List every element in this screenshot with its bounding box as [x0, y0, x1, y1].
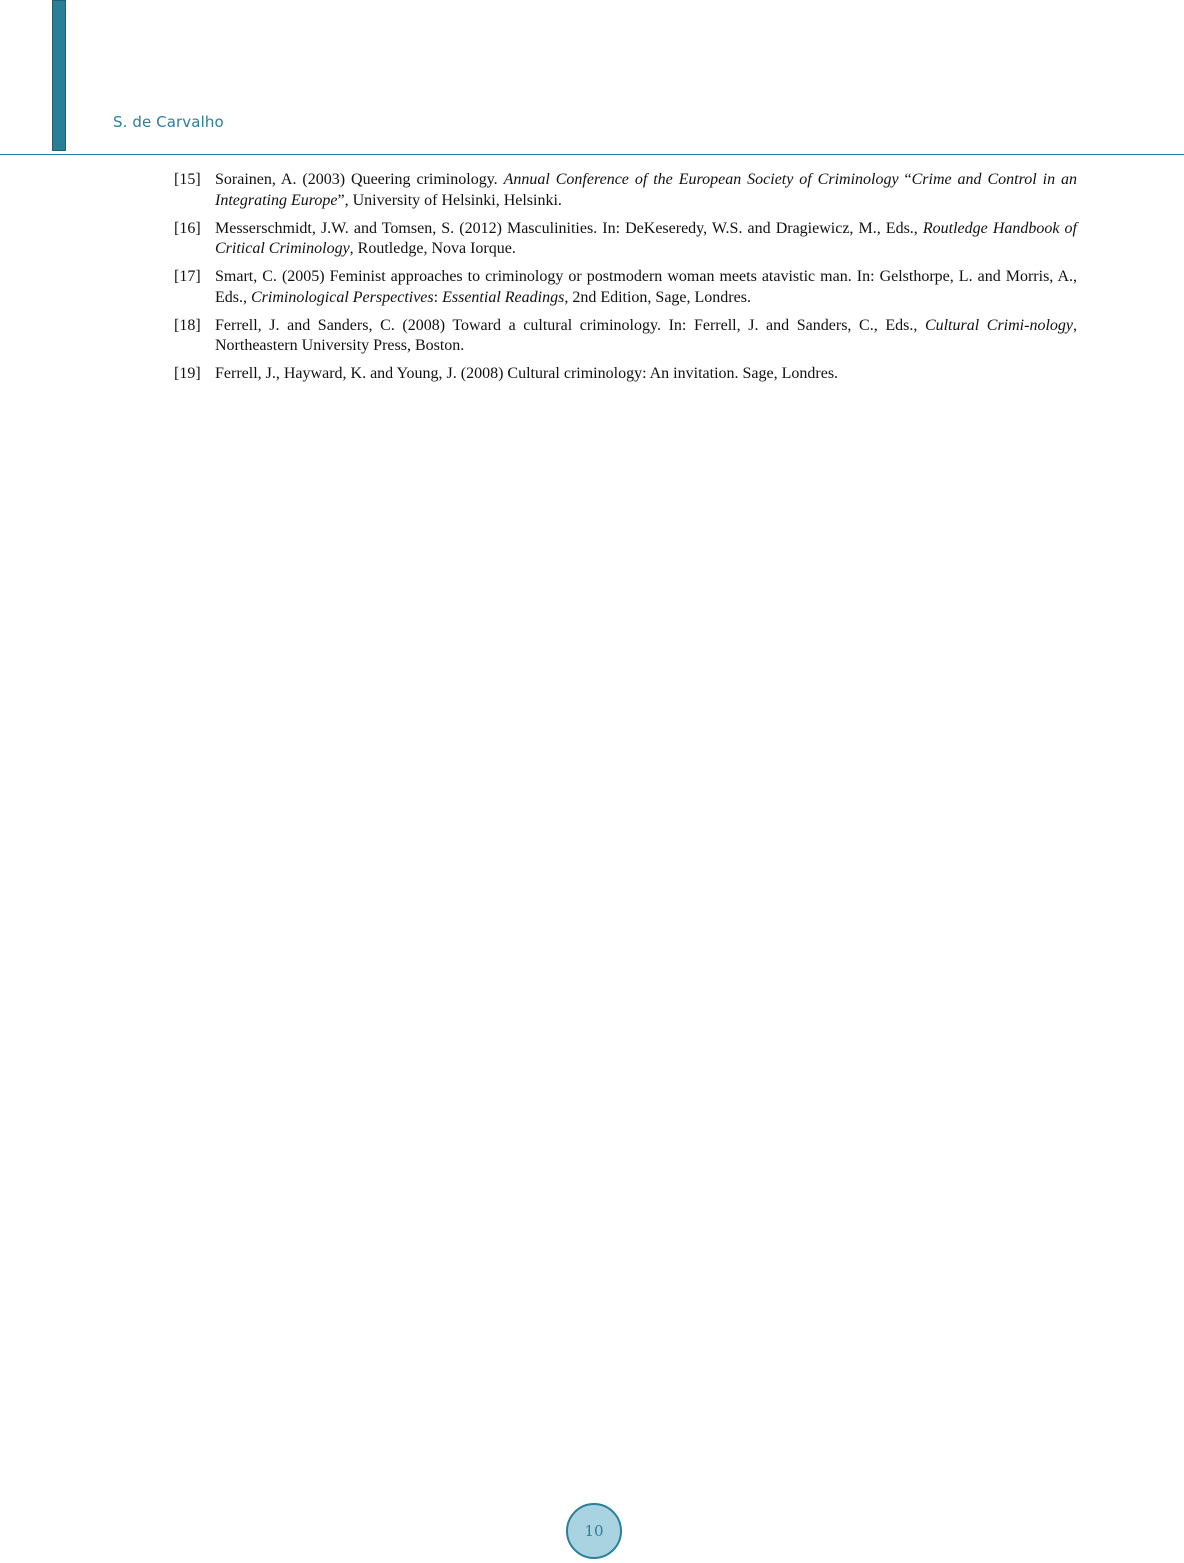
page-number: 10 [584, 1522, 604, 1540]
page-number-badge [566, 1503, 622, 1559]
reference-text [215, 365, 838, 382]
reference-segment: ”, University of Helsinki, Helsinki. [337, 191, 562, 209]
reference-text [215, 171, 1077, 209]
reference-number: [19] [174, 365, 201, 382]
reference-item [174, 170, 1077, 211]
reference-segment: Ferrell, J. and Sanders, C. (2008) Toward a cultural criminology. In: Ferrell, J. and Sanders, C., Eds., [215, 316, 925, 334]
reference-item [174, 364, 1077, 385]
running-head-author: S. de Carvalho [113, 113, 224, 131]
reference-list [174, 170, 1077, 392]
reference-italic-segment: Essential Readings [442, 288, 565, 306]
reference-segment: Smart, C. (2005) Feminist approaches to criminology or postmodern woman meets atavistic man. In: Gelsthorpe, L. and Morris, A., Eds., [215, 268, 1077, 306]
reference-number: [16] [174, 219, 201, 237]
reference-item [174, 219, 1077, 260]
reference-segment: Sorainen, A. (2003) Queering criminology. [215, 171, 504, 188]
reference-italic-segment: Criminological Perspectives [251, 288, 434, 306]
reference-segment: , Northeastern University Press, Boston. [215, 316, 1078, 354]
decorative-side-bar [52, 0, 66, 151]
header-divider [0, 154, 1184, 155]
reference-italic-segment: Routledge Handbook of Critical Criminology [215, 219, 1078, 257]
reference-segment: Ferrell, J., Hayward, K. and Young, J. (2008) Cultural criminology: An invitation. Sage, Londres. [215, 365, 839, 382]
reference-italic-segment: Cultural Crimi-nology [924, 316, 1074, 334]
reference-segment: : [433, 288, 443, 306]
reference-text [215, 268, 1077, 306]
reference-number: [17] [174, 268, 201, 285]
reference-segment: , 2nd Edition, Sage, Londres. [564, 288, 751, 306]
reference-text [215, 220, 1077, 258]
reference-number: [18] [174, 316, 201, 334]
reference-italic-segment: Annual Conference of the European Society of Criminology [503, 171, 899, 188]
reference-item [174, 267, 1077, 308]
reference-item [174, 316, 1077, 357]
reference-italic-segment: Crime and Control in an Integrating Europe [215, 171, 1077, 209]
reference-text [215, 317, 1077, 355]
reference-segment: “ [898, 171, 912, 188]
reference-segment: , Routledge, Nova Iorque. [349, 240, 516, 257]
reference-number: [15] [174, 171, 201, 188]
reference-segment: Messerschmidt, J.W. and Tomsen, S. (2012) Masculinities. In: DeKeseredy, W.S. and Dragiewicz, M., Eds., [215, 219, 923, 237]
